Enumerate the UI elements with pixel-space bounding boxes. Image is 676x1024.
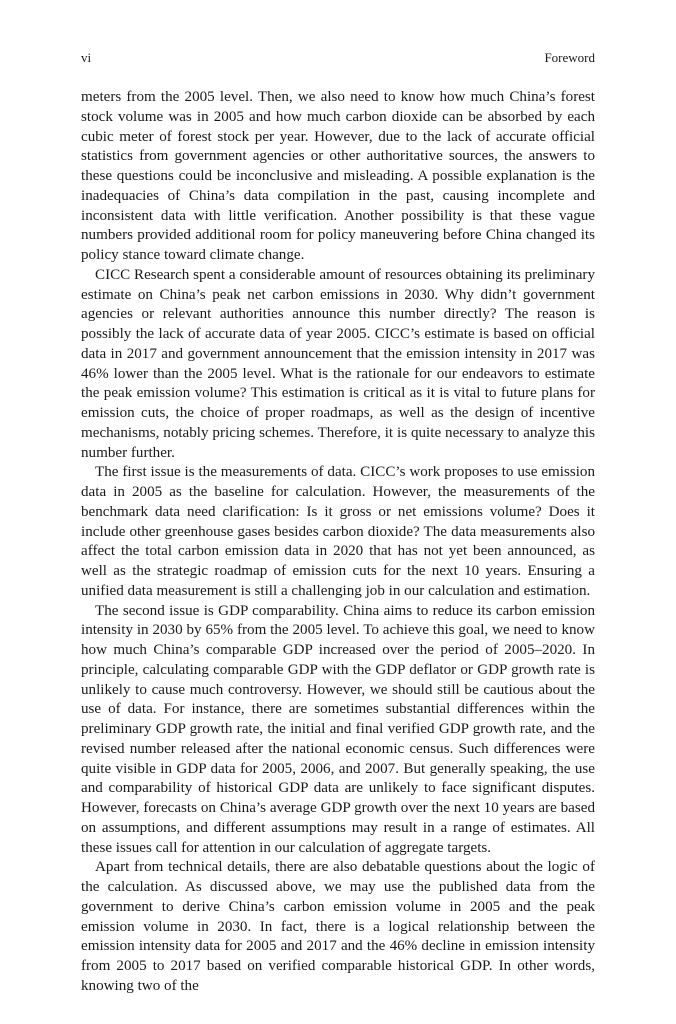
paragraph-calculation-logic: Apart from technical details, there are also debatable questions about the logic of the calculation. As discussed above, we may use the published data from the government to derive China’s carbon emission volume in 2005 and the peak emission volume in 2030. In fact, there is a logical relationship between the emission intensity data for 2005 and 2017 and the 46% decline in emission intensity from 2005 to 2017 based on verified comparable historical GDP. In other words, knowing two of the: [81, 859, 595, 994]
paragraph-data-measurements: The first issue is the measurements of data. CICC’s work proposes to use emission data in 2005 as the baseline for calculation. However, the measurements of the benchmark data need clarification: Is it gross or net emissions volume? Does it include other greenhouse gases besides carbon dioxide? The data measurements also affect the total carbon emission data in 2020 that has not yet been announced, as well as the strategic roadmap of emission cuts for the next 10 years. Ensuring a unified data measurement is still a challenging job in our calculation and estimation.: [81, 464, 595, 599]
section-title: Foreword: [544, 50, 595, 65]
paragraph-continued: meters from the 2005 level. Then, we also need to know how much China’s forest stock volume was in 2005 and how much carbon dioxide can be absorbed by each cubic meter of forest stock per year. However, due to the lack of accurate official statistics from government agencies or other authoritative sources, the answers to these questions could be inconclusive and misleading. A possible explanation is the inadequacies of China’s data compilation in the past, causing incomplete and inconsistent data with little verification. Another possibility is that these vague numbers provided additional room for policy maneuvering before China changed its policy stance toward climate change.: [81, 89, 595, 263]
page: [81, 50, 595, 997]
paragraph-cicc-estimate: CICC Research spent a considerable amount of resources obtaining its preliminary estimate on China’s peak net carbon emissions in 2030. Why didn’t government agencies or relevant authorities announce this number directly? The reason is possibly the lack of accurate data of year 2005. CICC’s estimate is based on official data in 2017 and government announcement that the emission intensity in 2017 was 46% lower than the 2005 level. What is the rationale for our endeavors to estimate the peak emission volume? This estimation is critical as it is vital to future plans for emission cuts, the choice of proper roadmaps, as well as the design of incentive mechanisms, notably pricing schemes. Therefore, it is quite necessary to analyze this number further.: [81, 266, 595, 461]
page-number: vi: [81, 50, 92, 65]
body-text: [81, 88, 595, 997]
running-head: [81, 50, 595, 66]
paragraph-gdp-comparability: The second issue is GDP comparability. China aims to reduce its carbon emission intensity in 2030 by 65% from the 2005 level. To achieve this goal, we need to know how much China’s comparable GDP increased over the period of 2005–2020. In principle, calculating comparable GDP with the GDP deflator or GDP growth rate is unlikely to cause much controversy. However, we should still be cautious about the use of data. For instance, there are sometimes substantial differences within the preliminary GDP growth rate, the initial and final verified GDP growth rate, and the revised number released after the national economic census. Such differences were quite visible in GDP data for 2005, 2006, and 2007. But generally speaking, the use and comparability of historical GDP data are unlikely to face significant disputes. However, forecasts on China’s average GDP growth over the next 10 years are based on assumptions, and different assumptions may result in a range of estimates. All these issues call for attention in our calculation of aggregate targets.: [81, 602, 595, 856]
